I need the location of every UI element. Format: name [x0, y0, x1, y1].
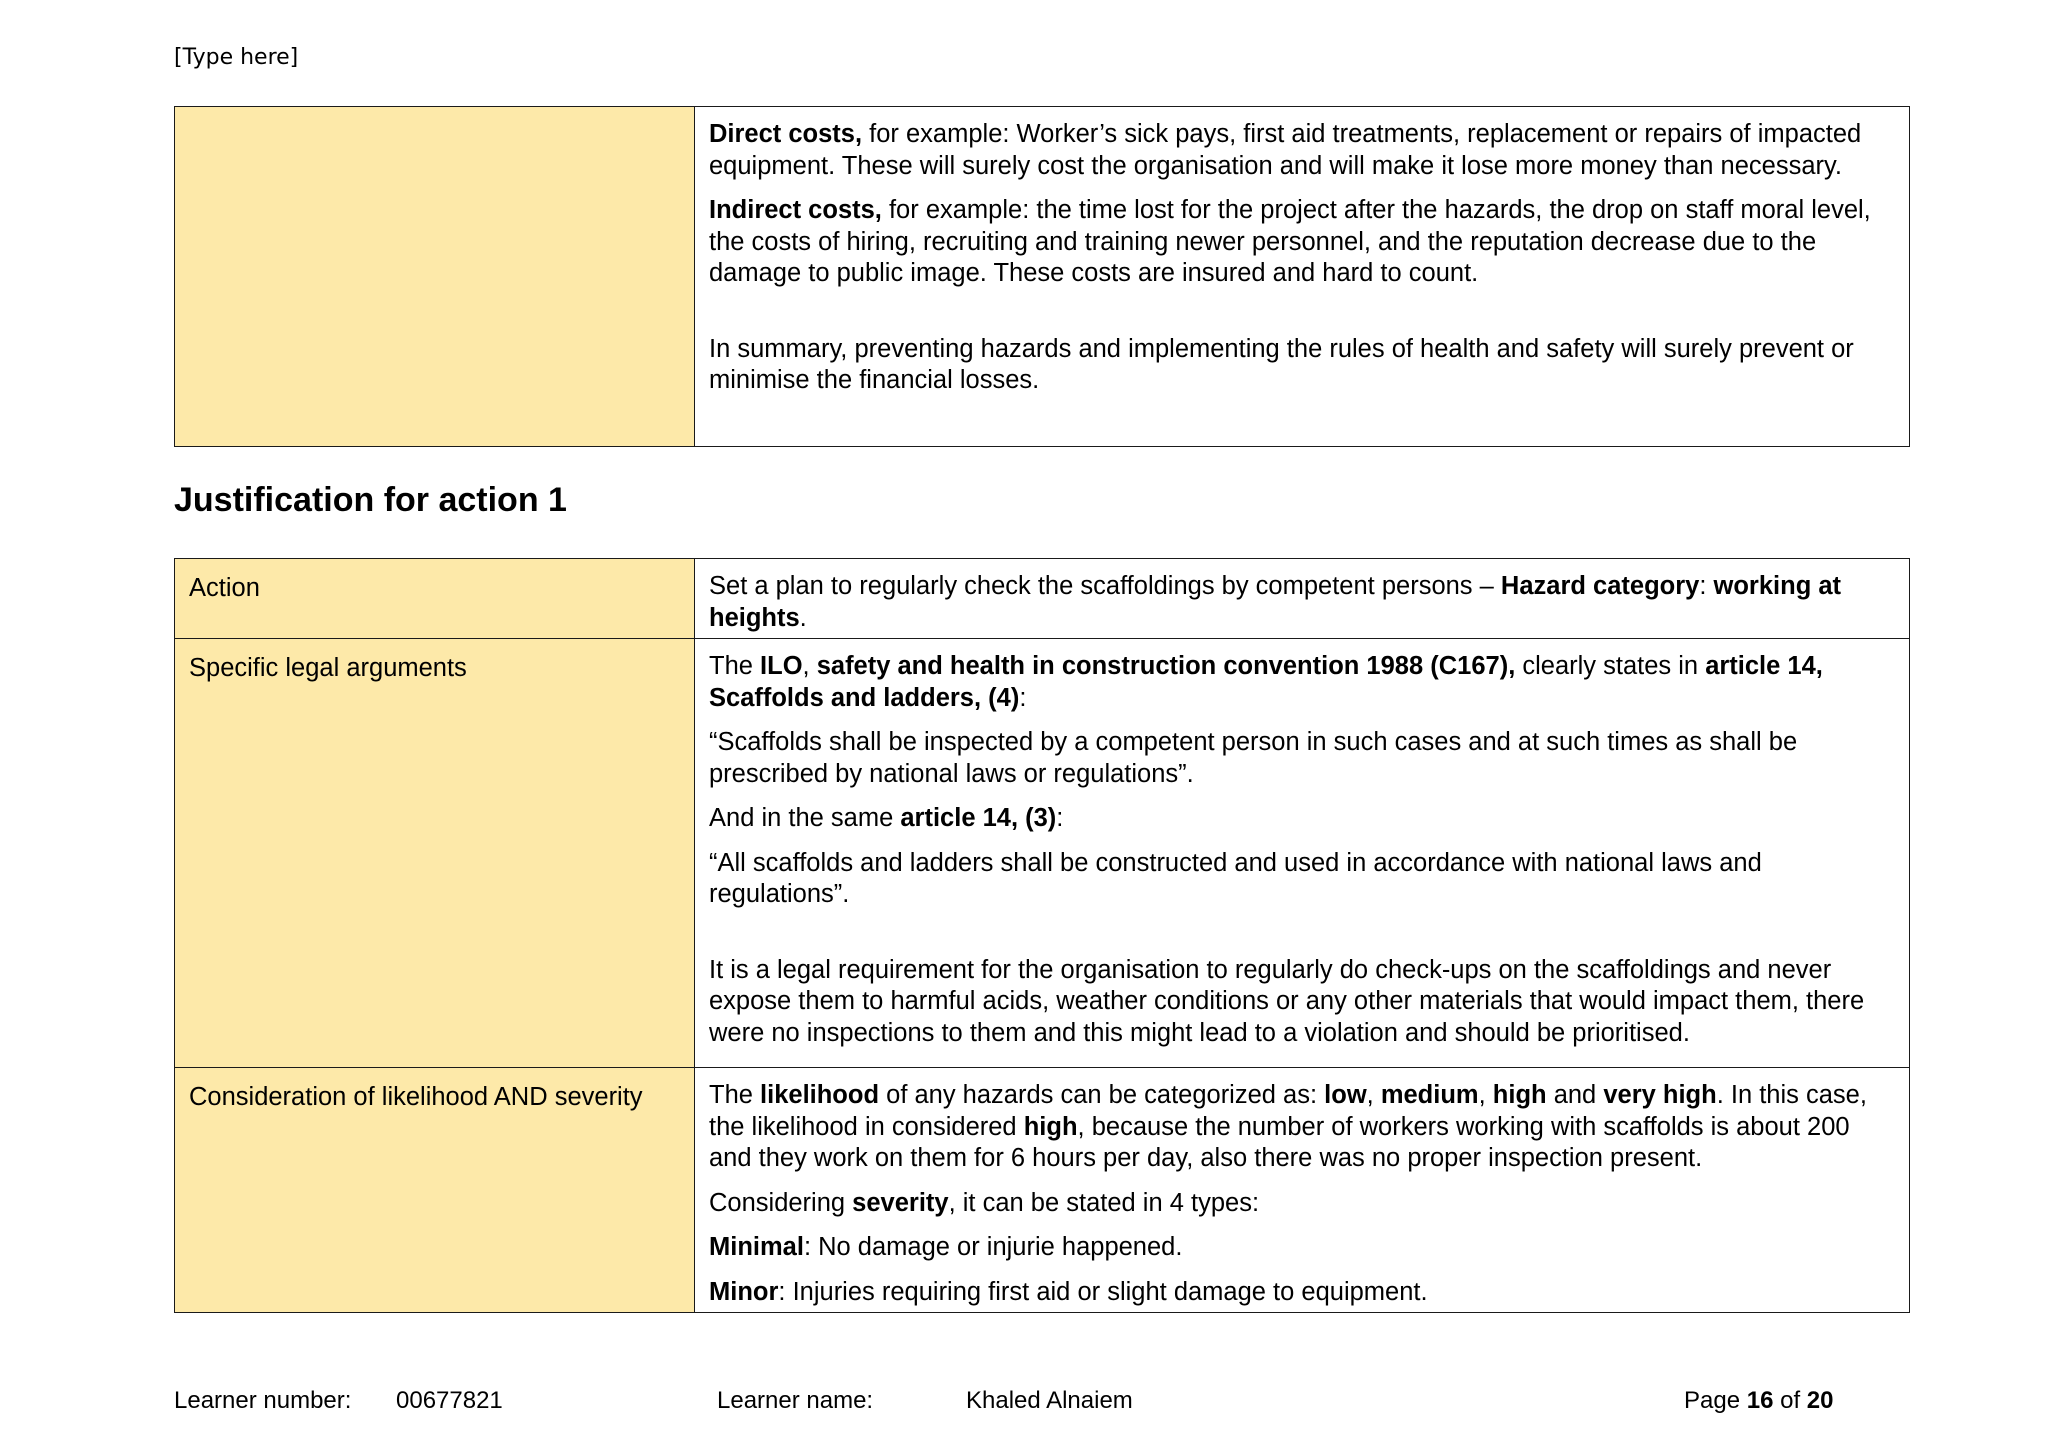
indirect-costs-text: for example: the time lost for the project after the hazards, the drop on staff moral level, the costs of hiring, recruiting and training newer personnel, and the reputation decrease due to the damage to public image. These costs are insured and hard to count. — [709, 196, 1871, 287]
action-label: Action — [189, 574, 260, 602]
likelihood-text: , — [1366, 1081, 1381, 1109]
likelihood-term: medium — [1380, 1081, 1479, 1109]
legal-text: : — [1056, 804, 1064, 832]
legal-content-cell — [695, 639, 1910, 1068]
likelihood-label-cell — [175, 1068, 695, 1313]
likelihood-row — [175, 1068, 1910, 1313]
legal-paragraph-1 — [709, 651, 1895, 714]
summary-paragraph: In summary, preventing hazards and implementing the rules of health and safety will surely prevent or minimise the financial losses. — [709, 334, 1854, 394]
legal-text: The — [709, 652, 761, 680]
costs-label-cell — [175, 107, 695, 447]
severity-text: , it can be stated in 4 types: — [948, 1188, 1260, 1217]
legal-row — [175, 639, 1910, 1068]
likelihood-term: likelihood — [760, 1081, 880, 1109]
action-text: : — [1699, 572, 1714, 600]
action-label-cell — [175, 559, 695, 639]
learner-number-label: Learner number: — [174, 1387, 352, 1414]
likelihood-text: , because the number of workers working with scaffolds is about 200 and they work on them for 6 hours per day, also there was no proper inspection present. — [709, 1112, 1850, 1172]
severity-text: Considering — [709, 1188, 853, 1217]
likelihood-text: , — [1478, 1081, 1493, 1109]
page-current: 16 — [1746, 1387, 1774, 1414]
action-text: . — [799, 603, 807, 632]
likelihood-label: Consideration of likelihood AND severity — [189, 1083, 643, 1111]
severity-term: severity — [852, 1188, 949, 1217]
hazard-category-term: Hazard category — [1500, 572, 1700, 600]
legal-text: , — [802, 652, 817, 680]
legal-term: article 14, (3) — [900, 804, 1057, 832]
legal-term: safety and health in construction convention 1988 (C167), — [816, 652, 1516, 680]
severity-minor — [709, 1277, 1895, 1309]
severity-level: Minimal — [709, 1233, 804, 1261]
indirect-costs-paragraph — [709, 195, 1895, 290]
page-number — [1684, 1386, 1833, 1416]
costs-table — [174, 106, 1910, 447]
costs-row — [175, 107, 1910, 447]
likelihood-text: The — [709, 1081, 761, 1109]
severity-minimal — [709, 1232, 1895, 1264]
indirect-costs-term: Indirect costs, — [709, 196, 882, 224]
likelihood-term: very high — [1603, 1081, 1717, 1109]
legal-requirement-paragraph: It is a legal requirement for the organisation to regularly do check-ups on the scaffoldings and never expose them to harmful acids, weather conditions or any other materials that would impact them, there were no inspections to them and this might lead to a violation and should be prioritised. — [709, 955, 1865, 1047]
page-word: Page — [1684, 1387, 1747, 1414]
severity-description: : Injuries requiring first aid or slight damage to equipment. — [778, 1277, 1428, 1306]
legal-text: : — [1019, 683, 1027, 712]
hazard-category-value: working at heights — [709, 572, 1842, 632]
legal-paragraph-3 — [709, 803, 1895, 835]
direct-costs-text: for example: Worker’s sick pays, first aid treatments, replacement or repairs of impacted equipment. These will surely cost the organisation and will make it lose more money than necessary. — [709, 120, 1862, 180]
likelihood-content-cell — [695, 1068, 1910, 1313]
action-text: Set a plan to regularly check the scaffoldings by competent persons – — [709, 572, 1501, 600]
direct-costs-paragraph — [709, 119, 1895, 182]
likelihood-term: low — [1324, 1081, 1367, 1109]
likelihood-term: high — [1492, 1081, 1547, 1109]
likelihood-text: and — [1546, 1081, 1604, 1109]
action-row — [175, 559, 1910, 639]
page-total: 20 — [1806, 1387, 1834, 1414]
page-of: of — [1773, 1387, 1807, 1414]
severity-level: Minor — [709, 1277, 779, 1306]
severity-paragraph — [709, 1188, 1895, 1220]
legal-text: clearly states in — [1515, 652, 1706, 680]
legal-quote-2: “All scaffolds and ladders shall be constructed and used in accordance with national laws and regulations”. — [709, 848, 1762, 908]
legal-text: And in the same — [709, 804, 901, 832]
legal-label-cell — [175, 639, 695, 1068]
likelihood-text: . In this case, the likelihood in considered — [709, 1081, 1867, 1141]
likelihood-paragraph — [709, 1080, 1895, 1175]
legal-label: Specific legal arguments — [189, 654, 467, 682]
action-content-cell — [695, 559, 1910, 639]
legal-quote-1: “Scaffolds shall be inspected by a competent person in such cases and at such times as shall be prescribed by national laws or regulations”. — [709, 728, 1798, 788]
severity-description: : No damage or injurie happened. — [803, 1233, 1183, 1261]
learner-number: 00677821 — [396, 1387, 503, 1414]
learner-name: Khaled Alnaiem — [966, 1387, 1133, 1414]
legal-term: ILO — [760, 652, 803, 680]
page-header: [Type here] — [174, 45, 299, 70]
section-heading: Justification for action 1 — [174, 481, 567, 519]
justification-table — [174, 558, 1910, 1313]
action-paragraph — [709, 571, 1895, 634]
legal-term: article 14, Scaffolds and ladders, (4) — [709, 652, 1823, 712]
learner-name-label: Learner name: — [717, 1387, 874, 1414]
costs-content-cell — [695, 107, 1910, 447]
likelihood-term: high — [1023, 1112, 1078, 1141]
likelihood-text: of any hazards can be categorized as: — [879, 1081, 1325, 1109]
direct-costs-term: Direct costs, — [709, 120, 863, 148]
